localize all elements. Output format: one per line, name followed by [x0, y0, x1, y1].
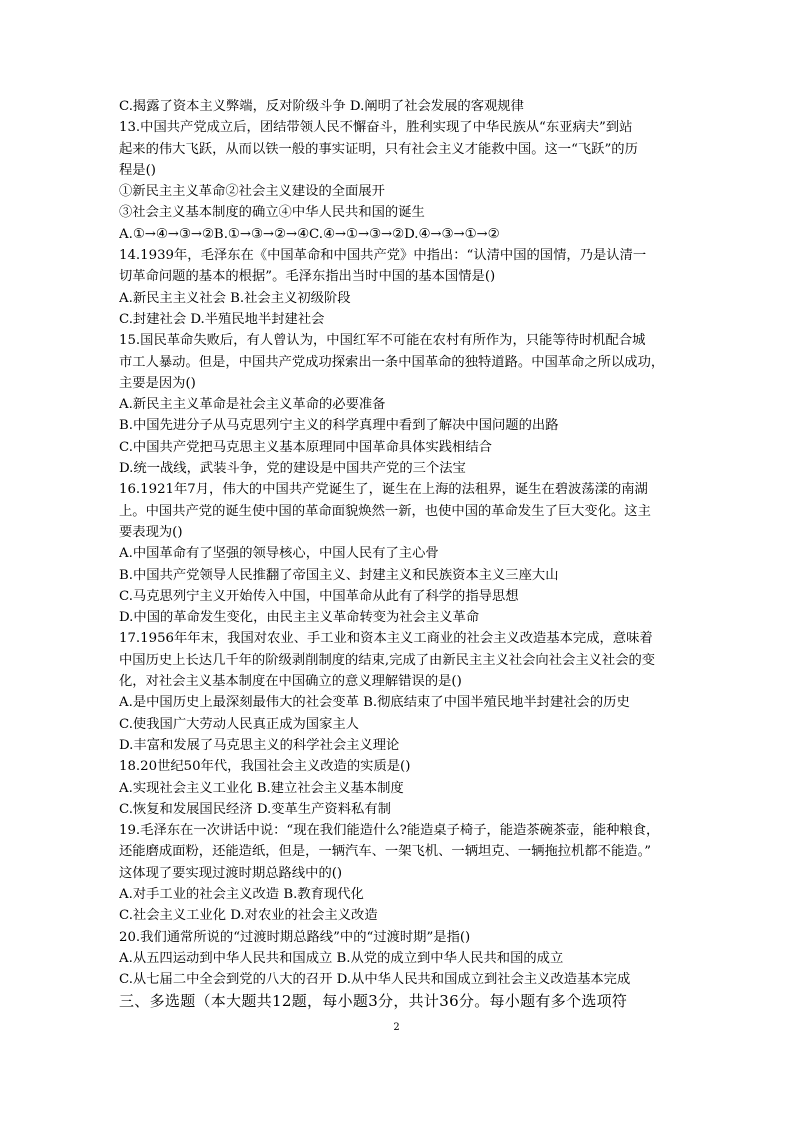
- text-line: A.新民主主义社会 B.社会主义初级阶段: [119, 290, 351, 306]
- text-line: 主要是因为(): [119, 375, 196, 391]
- text-line: A.从五四运动到中华人民共和国成立 B.从党的成立到中华人民共和国的成立: [119, 950, 564, 966]
- section-heading: 三、多选题（本大题共12题，每小题3分，共计36分。每小题有多个选项符: [119, 992, 628, 1011]
- text-line: 19.毛泽东在一次讲话中说：“现在我们能造什么?能造桌子椅子，能造茶碗茶壶，能种粮食，: [119, 823, 660, 839]
- text-line: 18.20世纪50年代，我国社会主义改造的实质是(): [119, 759, 411, 775]
- text-line: C.恢复和发展国民经济 D.变革生产资料私有制: [119, 801, 391, 817]
- text-line: D.丰富和发展了马克思主义的科学社会主义理论: [119, 737, 400, 753]
- text-line: A.是中国历史上最深刻最伟大的社会变革 B.彻底结束了中国半殖民地半封建社会的历史: [119, 695, 630, 711]
- text-line: 这体现了要实现过渡时期总路线中的(): [119, 865, 343, 881]
- text-line: 17.1956年年末，我国对农业、手工业和资本主义工商业的社会主义改造基本完成，意味着: [119, 631, 653, 647]
- text-line: C.封建社会 D.半殖民地半封建社会: [119, 311, 325, 327]
- text-line: 中国历史上长达几千年的阶级剥削制度的结束,完成了由新民主主义社会向社会主义社会的变: [119, 652, 656, 668]
- document-body: [119, 96, 679, 1012]
- text-line: C.中国共产党把马克思主义基本原理同中国革命具体实践相结合: [119, 439, 492, 455]
- text-line: A.实现社会主义工业化 B.建立社会主义基本制度: [119, 780, 404, 796]
- page-number: 2: [393, 1022, 400, 1033]
- text-line: 20.我们通常所说的“过渡时期总路线”中的“过渡时期”是指(): [119, 929, 471, 945]
- text-line: A.中国革命有了坚强的领导核心，中国人民有了主心骨: [119, 546, 439, 562]
- text-line: A.对手工业的社会主义改造 B.教育现代化: [119, 886, 364, 902]
- text-line: 上。中国共产党的诞生使中国的革命面貌焕然一新，也使中国的革命发生了巨大变化。这主: [119, 503, 651, 519]
- text-line: D.中国的革命发生变化，由民主主义革命转变为社会主义革命: [119, 610, 480, 626]
- text-line: 程是(): [119, 162, 156, 178]
- text-line: 还能磨成面粉，还能造纸，但是，一辆汽车、一架飞机、一辆坦克、一辆拖拉机都不能造。”: [119, 844, 652, 860]
- text-line: C.从七届二中全会到党的八大的召开 D.从中华人民共和国成立到社会主义改造基本完成: [119, 972, 631, 988]
- text-line: C.揭露了资本主义弊端，反对阶级斗争 D.阐明了社会发展的客观规律: [119, 99, 524, 114]
- text-line: 市工人暴动。但是，中国共产党成功探索出一条中国革命的独特道路。中国革命之所以成功，: [119, 354, 665, 370]
- text-line: C.马克思列宁主义开始传入中国，中国革命从此有了科学的指导思想: [119, 588, 519, 604]
- text-line: 要表现为(): [119, 524, 183, 540]
- text-line: 16.1921年7月，伟大的中国共产党诞生了，诞生在上海的法租界，诞生在碧波荡漾的南湖: [119, 482, 648, 498]
- text-line: C.使我国广大劳动人民真正成为国家主人: [119, 716, 359, 732]
- text-line: B.中国共产党领导人民推翻了帝国主义、封建主义和民族资本主义三座大山: [119, 567, 559, 583]
- text-line: B.中国先进分子从马克思列宁主义的科学真理中看到了解决中国问题的出路: [119, 418, 559, 434]
- text-line: 13.中国共产党成立后，团结带领人民不懈奋斗，胜利实现了中华民族从“东亚病夫”到站: [119, 120, 633, 136]
- text-line: A.①→④→③→②B.①→③→②→④C.④→①→③→②D.④→③→①→②: [119, 226, 500, 242]
- text-line: 化，对社会主义基本制度在中国确立的意义理解错误的是(): [119, 674, 462, 690]
- text-line: C.社会主义工业化 D.对农业的社会主义改造: [119, 908, 378, 924]
- text-line: D.统一战线，武装斗争，党的建设是中国共产党的三个法宝: [119, 461, 466, 477]
- text-line: 切革命问题的基本的根据”。毛泽东指出当时中国的基本国情是(): [119, 269, 496, 285]
- text-line: 15.国民革命失败后，有人曾认为，中国红军不可能在农村有所作为，只能等待时机配合城: [119, 333, 646, 349]
- text-line: A.新民主主义革命是社会主义革命的必要准备: [119, 397, 386, 413]
- text-line: 14.1939年，毛泽东在《中国革命和中国共产党》中指出：“认清中国的国情，乃是认清一: [119, 248, 647, 264]
- text-line: 起来的伟大飞跃，从而以铁一般的事实证明，只有社会主义才能救中国。这一“飞跃”的历: [119, 141, 638, 157]
- text-line: ①新民主主义革命②社会主义建设的全面展开: [119, 184, 385, 200]
- text-line: ③社会主义基本制度的确立④中华人民共和国的诞生: [119, 205, 425, 221]
